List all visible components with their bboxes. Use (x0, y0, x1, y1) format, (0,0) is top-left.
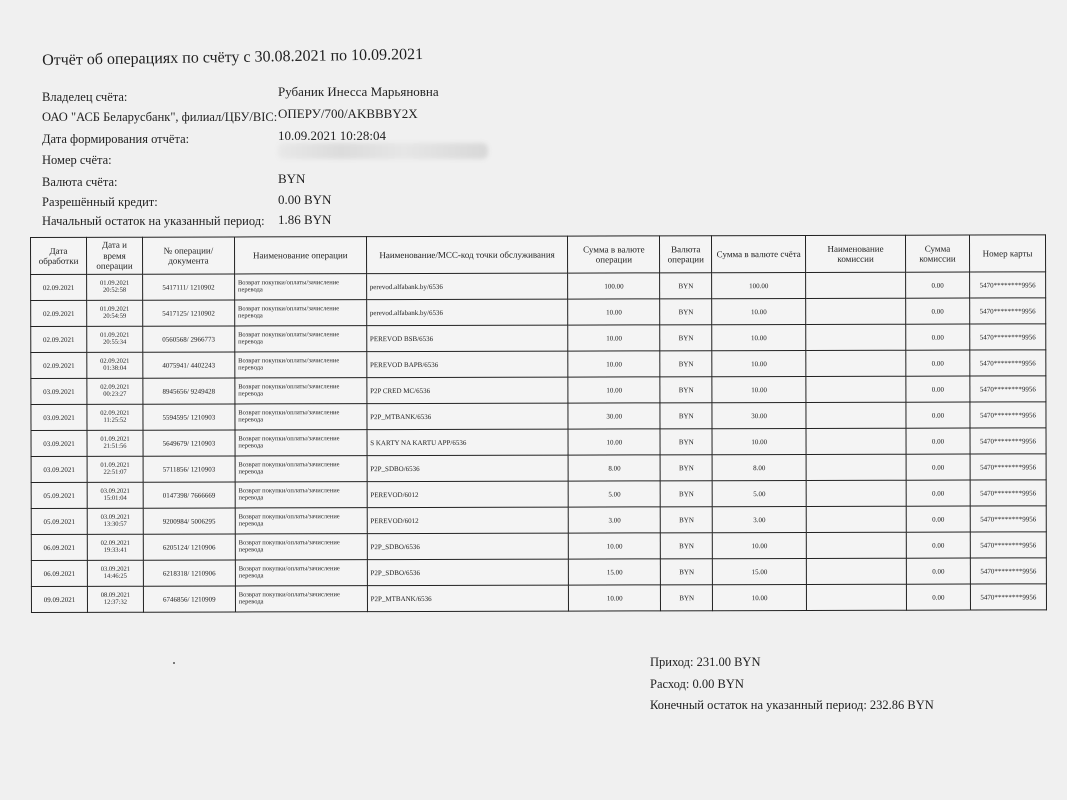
table-cell: 10.00 (568, 351, 660, 377)
table-cell: 0560568/ 2966773 (143, 326, 235, 352)
table-cell: Возврат покупки/оплаты/зачисление перевода (234, 274, 366, 300)
table-cell (806, 454, 906, 480)
column-header: Дата и время операции (86, 237, 142, 274)
table-cell: 10.00 (712, 324, 806, 350)
table-cell: 03.09.2021 (31, 430, 87, 456)
table-row (31, 558, 1046, 587)
meta-label: Валюта счёта: (42, 175, 118, 189)
table-cell: 02.09.2021 (31, 326, 87, 352)
table-cell: 03.09.2021 13:30:57 (87, 508, 143, 534)
speck (173, 662, 175, 664)
table-cell: 15.00 (713, 558, 807, 584)
report-title: Отчёт об операциях по счёту с 30.08.2021 по 10.09.2021 (42, 46, 424, 69)
table-cell: 01.09.2021 21:51:56 (87, 430, 143, 456)
column-header: Валюта операции (660, 236, 712, 273)
meta-label: Владелец счёта: (42, 90, 128, 104)
table-cell: 02.09.2021 11:25:52 (87, 404, 143, 430)
table-cell: 0.00 (906, 584, 970, 610)
table-row (31, 376, 1046, 405)
redacted-account-number (278, 143, 488, 159)
table-cell: BYN (661, 533, 713, 559)
table-cell: 01.09.2021 20:55:34 (87, 326, 143, 352)
table-cell: 10.00 (713, 584, 807, 610)
column-header: Наименование комиссии (806, 235, 906, 272)
table-row (31, 454, 1046, 483)
table-cell (806, 480, 906, 506)
meta-value: 0.00 BYN (278, 192, 332, 207)
table-cell: BYN (660, 299, 712, 325)
table-cell: Возврат покупки/оплаты/зачисление перевода (235, 534, 367, 560)
table-cell: Возврат покупки/оплаты/зачисление перевода (235, 586, 367, 612)
table-cell: PEREVOD/6012 (367, 507, 569, 534)
table-cell: 10.00 (712, 350, 806, 376)
table-row (31, 506, 1046, 535)
meta-value: 1.86 BYN (278, 212, 332, 227)
table-cell: BYN (660, 325, 712, 351)
table-cell: 5470********9956 (970, 272, 1046, 298)
table-cell: 0.00 (906, 350, 970, 376)
table-cell: 10.00 (568, 377, 660, 403)
table-cell (806, 376, 906, 402)
table-row (31, 402, 1046, 431)
table-cell: P2P_MTBANK/6536 (367, 585, 569, 612)
table-cell: 5470********9956 (970, 506, 1046, 532)
table-cell: 30.00 (568, 403, 660, 429)
table-cell: 10.00 (569, 533, 661, 559)
table-cell: 10.00 (568, 325, 660, 351)
table-cell: Возврат покупки/оплаты/зачисление перевода (235, 482, 367, 508)
table-cell (806, 272, 906, 298)
table-cell: 0.00 (906, 506, 970, 532)
table-cell: 5470********9956 (970, 558, 1046, 584)
table-cell: BYN (660, 403, 712, 429)
table-cell: 10.00 (569, 585, 661, 611)
table-cell (806, 298, 906, 324)
table-cell: PEREVOD BAPB/6536 (366, 351, 568, 378)
table-cell: 03.09.2021 15:01:04 (87, 482, 143, 508)
table-cell: 10.00 (712, 428, 806, 454)
table-cell: 0.00 (906, 324, 970, 350)
table-cell: BYN (660, 507, 712, 533)
table-cell: perevod.alfabank.by/6536 (366, 299, 568, 326)
table-cell: PEREVOD BSB/6536 (366, 325, 568, 352)
table-cell: 02.09.2021 (31, 300, 87, 326)
table-cell: 06.09.2021 (31, 534, 87, 560)
table-cell: 5470********9956 (970, 584, 1046, 610)
table-cell: 5470********9956 (970, 402, 1046, 428)
meta-label: Дата формирования отчёта: (42, 132, 190, 146)
table-cell: 5470********9956 (970, 376, 1046, 402)
table-cell: 0147398/ 7666669 (143, 482, 235, 508)
table-cell: 8945656/ 9249428 (143, 378, 235, 404)
table-cell (806, 402, 906, 428)
meta-opening-balance (42, 212, 332, 229)
table-cell: Возврат покупки/оплаты/зачисление перевода (235, 352, 367, 378)
table-cell: 3.00 (569, 507, 661, 533)
table-row (31, 350, 1046, 379)
table-cell: Возврат покупки/оплаты/зачисление перевода (235, 430, 367, 456)
table-cell: Возврат покупки/оплаты/зачисление перевода (235, 378, 367, 404)
table-cell: 5649679/ 1210903 (143, 430, 235, 456)
table-cell: 5711856/ 1210903 (143, 456, 235, 482)
meta-bank (42, 106, 418, 125)
table-cell: 02.09.2021 19:33:41 (87, 534, 143, 560)
meta-label: ОАО "АСБ Беларусбанк", филиал/ЦБУ/BIC: (42, 110, 278, 124)
table-cell: BYN (660, 377, 712, 403)
table-cell: 5.00 (569, 481, 661, 507)
table-cell: 5594595/ 1210903 (143, 404, 235, 430)
table-row (31, 272, 1046, 301)
column-header: Сумма в валюте счёта (712, 235, 806, 272)
table-cell: 03.09.2021 14:46:25 (87, 560, 143, 586)
table-cell: 0.00 (906, 402, 970, 428)
table-cell: Возврат покупки/оплаты/зачисление перевода (235, 508, 367, 534)
meta-currency (42, 171, 306, 190)
table-cell: 05.09.2021 (31, 508, 87, 534)
table-cell: Возврат покупки/оплаты/зачисление перевода (234, 300, 366, 326)
table-row (31, 324, 1046, 353)
table-cell: 0.00 (906, 428, 970, 454)
table-cell: BYN (661, 559, 713, 585)
table-cell: 3.00 (712, 506, 806, 532)
table-cell: 0.00 (906, 298, 970, 324)
table-cell: 100.00 (568, 273, 660, 299)
table-cell: BYN (660, 351, 712, 377)
table-cell: 5470********9956 (970, 324, 1046, 350)
column-header: Наименование операции (234, 237, 366, 274)
table-row (31, 298, 1046, 327)
column-header: Наименование/MCC-код точки обслуживания (366, 236, 568, 274)
meta-value: ОПЕРУ/700/AKBBBY2X (278, 106, 418, 121)
meta-credit (42, 192, 332, 210)
table-cell: 8.00 (712, 454, 806, 480)
table-cell (806, 532, 906, 558)
table-cell: 6205124/ 1210906 (143, 534, 235, 560)
column-header: Сумма комиссии (905, 235, 969, 272)
table-cell: 03.09.2021 (31, 456, 87, 482)
table-cell: Возврат покупки/оплаты/зачисление перевода (235, 456, 367, 482)
table-cell: 9200984/ 5006295 (143, 508, 235, 534)
table-cell: 6746856/ 1210909 (143, 586, 235, 612)
table-cell: 10.00 (712, 298, 806, 324)
table-cell: BYN (661, 585, 713, 611)
table-cell: 6218318/ 1210906 (143, 560, 235, 586)
table-cell: 8.00 (568, 455, 660, 481)
table-cell: 0.00 (906, 558, 970, 584)
meta-owner (42, 84, 439, 105)
table-cell: 0.00 (906, 376, 970, 402)
table-cell: 5470********9956 (970, 428, 1046, 454)
table-cell: 03.09.2021 (31, 378, 87, 404)
table-cell (806, 324, 906, 350)
table-cell: P2P_MTBANK/6536 (367, 403, 569, 430)
table-row (31, 584, 1046, 613)
column-header: Дата обработки (31, 237, 87, 274)
table-cell: PEREVOD/6012 (367, 481, 569, 508)
table-cell: 10.00 (713, 532, 807, 558)
total-expense: Расход: 0.00 BYN (650, 677, 744, 691)
table-cell: 02.09.2021 (31, 274, 87, 300)
total-income: Приход: 231.00 BYN (650, 655, 761, 669)
table-cell: 5470********9956 (970, 350, 1046, 376)
table-cell: 4075941/ 4402243 (143, 352, 235, 378)
table-cell: P2P_SDBO/6536 (367, 533, 569, 560)
table-cell: BYN (660, 273, 712, 299)
table-cell: 0.00 (906, 454, 970, 480)
table-cell: P2P CRED MC/6536 (367, 377, 569, 404)
operations-table (30, 234, 1047, 613)
table-header-row (31, 235, 1046, 275)
table-cell: 01.09.2021 22:51:07 (87, 456, 143, 482)
closing-balance: Конечный остаток на указанный период: 232.86 BYN (650, 698, 934, 712)
table-cell: 5.00 (712, 480, 806, 506)
table-row (31, 428, 1046, 457)
column-header: № операции/ документа (142, 237, 234, 274)
table-cell: perevod.alfabank.by/6536 (366, 273, 568, 300)
table-cell: Возврат покупки/оплаты/зачисление перевода (235, 326, 367, 352)
table-cell: 5470********9956 (970, 480, 1046, 506)
table-cell: 0.00 (906, 532, 970, 558)
table-row (31, 532, 1046, 561)
table-cell: 10.00 (568, 299, 660, 325)
table-cell: 30.00 (712, 402, 806, 428)
table-cell: 02.09.2021 01:38:04 (87, 352, 143, 378)
table-cell: 5470********9956 (970, 454, 1046, 480)
table-cell (807, 584, 907, 610)
meta-value: BYN (278, 171, 306, 186)
table-cell (806, 558, 906, 584)
table-cell: 08.09.2021 12:37:32 (87, 586, 143, 612)
meta-date (42, 128, 386, 147)
table-cell: 02.09.2021 (31, 352, 87, 378)
meta-value: 10.09.2021 10:28:04 (278, 128, 386, 143)
table-cell: P2P_SDBO/6536 (367, 455, 569, 482)
table-cell: 5417111/ 1210902 (143, 274, 235, 300)
table-cell: 0.00 (906, 272, 970, 298)
table-cell (806, 428, 906, 454)
column-header: Сумма в валюте операции (568, 236, 660, 273)
table-cell: 5470********9956 (970, 532, 1046, 558)
table-cell: S KARTY NA KARTU APP/6536 (367, 429, 569, 456)
table-cell: P2P_SDBO/6536 (367, 559, 569, 586)
column-header: Номер карты (969, 235, 1045, 272)
table-cell: 10.00 (712, 376, 806, 402)
meta-account (42, 153, 282, 168)
table-cell: 01.09.2021 20:52:58 (87, 274, 143, 300)
table-row (31, 480, 1046, 509)
table-cell: 100.00 (712, 272, 806, 298)
meta-label: Начальный остаток на указанный период: (42, 214, 265, 228)
table-cell: 03.09.2021 (31, 404, 87, 430)
table-cell: Возврат покупки/оплаты/зачисление перевода (235, 560, 367, 586)
table-cell: 10.00 (568, 429, 660, 455)
table-cell: 05.09.2021 (31, 482, 87, 508)
meta-value: Рубаник Инесса Марьяновна (278, 84, 439, 99)
table-cell: BYN (660, 455, 712, 481)
table-cell: 06.09.2021 (31, 560, 87, 586)
table-cell: BYN (660, 481, 712, 507)
table-cell: 09.09.2021 (31, 586, 87, 612)
table-cell: BYN (660, 429, 712, 455)
table-cell: 5417125/ 1210902 (143, 300, 235, 326)
table-cell (806, 506, 906, 532)
table-cell: 02.09.2021 00:23:27 (87, 378, 143, 404)
meta-label: Номер счёта: (42, 153, 112, 167)
meta-label: Разрешённый кредит: (42, 195, 158, 209)
table-cell: 0.00 (906, 480, 970, 506)
table-cell: 15.00 (569, 559, 661, 585)
table-cell: Возврат покупки/оплаты/зачисление перевода (235, 404, 367, 430)
table-cell: 01.09.2021 20:54:59 (87, 300, 143, 326)
table-cell: 5470********9956 (970, 298, 1046, 324)
table-cell (806, 350, 906, 376)
